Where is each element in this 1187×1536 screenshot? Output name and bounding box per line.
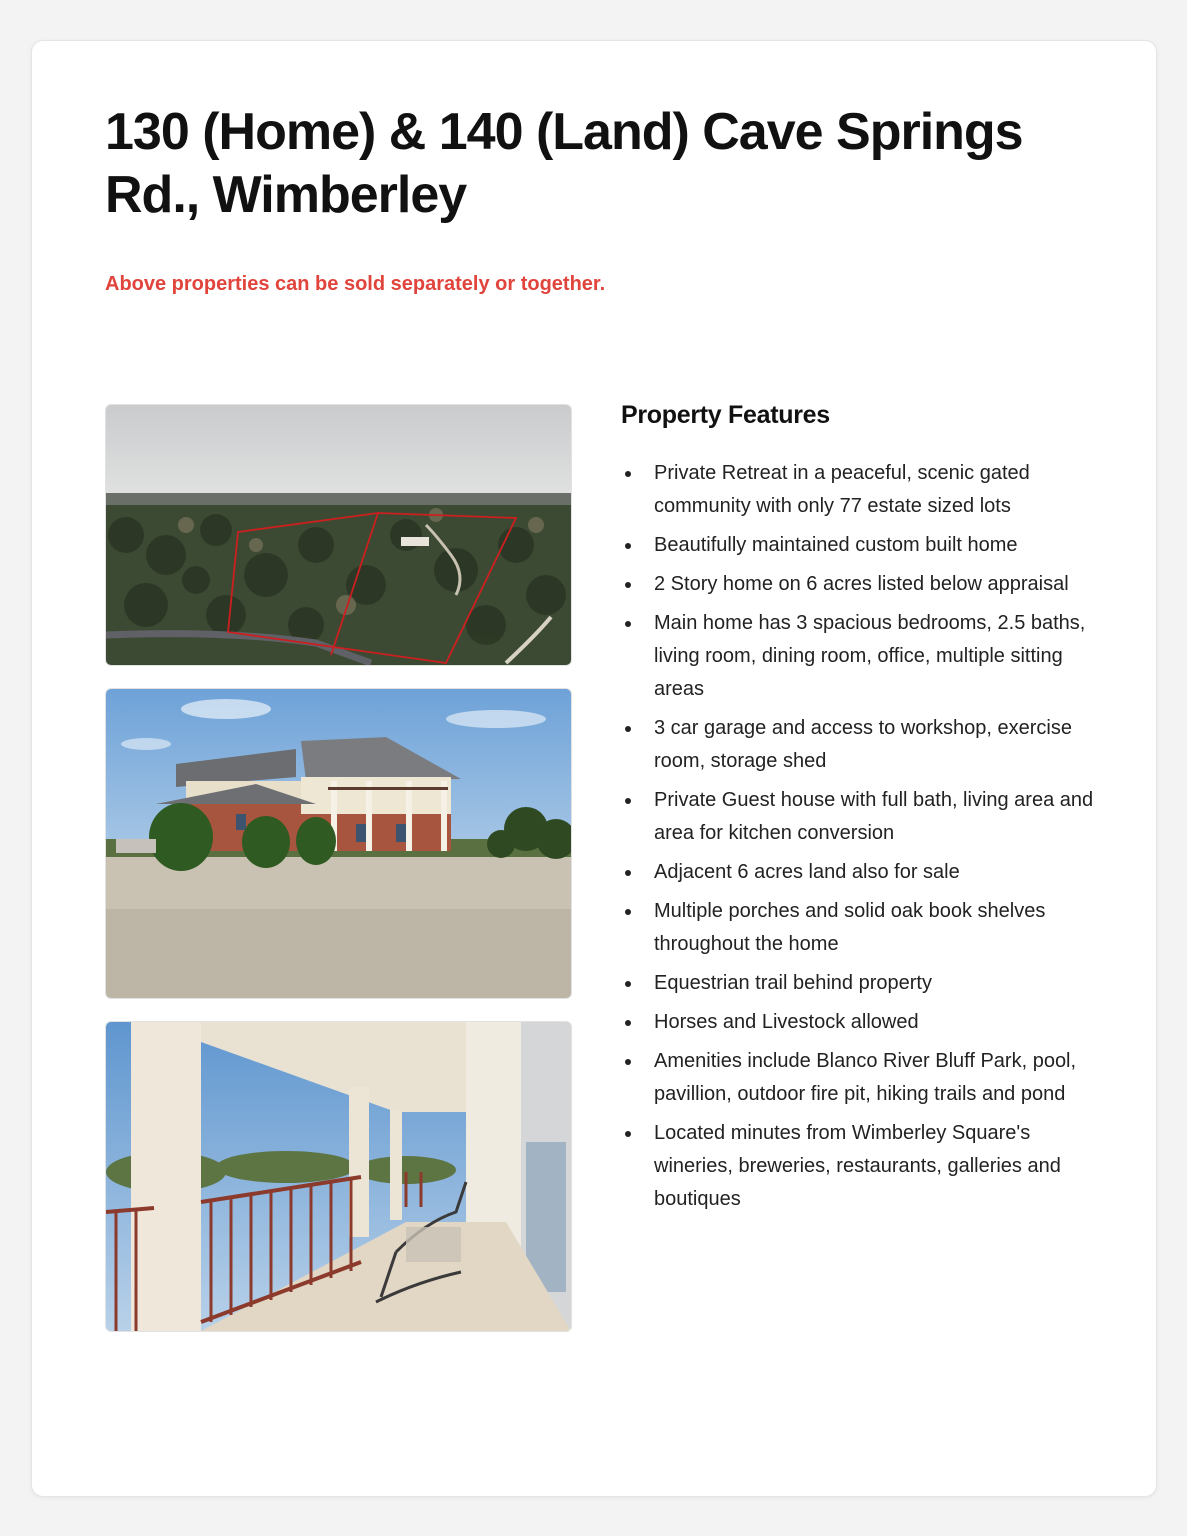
- list-item: Equestrian trail behind property: [621, 967, 1096, 1000]
- porch-photo: [105, 1021, 572, 1332]
- house-exterior-photo: [105, 688, 572, 999]
- bullet-icon: [625, 870, 631, 876]
- bullet-icon: [625, 1020, 631, 1026]
- bullet-icon: [625, 621, 631, 627]
- list-item: 2 Story home on 6 acres listed below appraisal: [621, 568, 1096, 601]
- page-title: 130 (Home) & 140 (Land) Cave Springs Rd., Wimberley: [105, 103, 1023, 224]
- listing-card: [31, 40, 1157, 1497]
- list-item: Multiple porches and solid oak book shelves throughout the home: [621, 895, 1096, 961]
- list-item: Adjacent 6 acres land also for sale: [621, 856, 1096, 889]
- list-item: Private Retreat in a peaceful, scenic gated community with only 77 estate sized lots: [621, 457, 1096, 523]
- features-heading: Property Features: [621, 401, 830, 429]
- bullet-icon: [625, 582, 631, 588]
- list-item: Beautifully maintained custom built home: [621, 529, 1096, 562]
- list-item: 3 car garage and access to workshop, exercise room, storage shed: [621, 712, 1096, 778]
- features-list: [621, 457, 1096, 1222]
- list-item: Amenities include Blanco River Bluff Park, pool, pavillion, outdoor fire pit, hiking trails and pond: [621, 1045, 1096, 1111]
- bullet-icon: [625, 726, 631, 732]
- list-item: Located minutes from Wimberley Square's wineries, breweries, restaurants, galleries and boutiques: [621, 1117, 1096, 1216]
- bullet-icon: [625, 1131, 631, 1137]
- bullet-icon: [625, 981, 631, 987]
- bullet-icon: [625, 471, 631, 477]
- bullet-icon: [625, 909, 631, 915]
- list-item: Private Guest house with full bath, living area and area for kitchen conversion: [621, 784, 1096, 850]
- bullet-icon: [625, 798, 631, 804]
- bullet-icon: [625, 1059, 631, 1065]
- list-item: Main home has 3 spacious bedrooms, 2.5 baths, living room, dining room, office, multiple sitting areas: [621, 607, 1096, 706]
- sale-note: Above properties can be sold separately or together.: [105, 273, 606, 295]
- list-item: Horses and Livestock allowed: [621, 1006, 1096, 1039]
- bullet-icon: [625, 543, 631, 549]
- aerial-view-photo: [105, 404, 572, 666]
